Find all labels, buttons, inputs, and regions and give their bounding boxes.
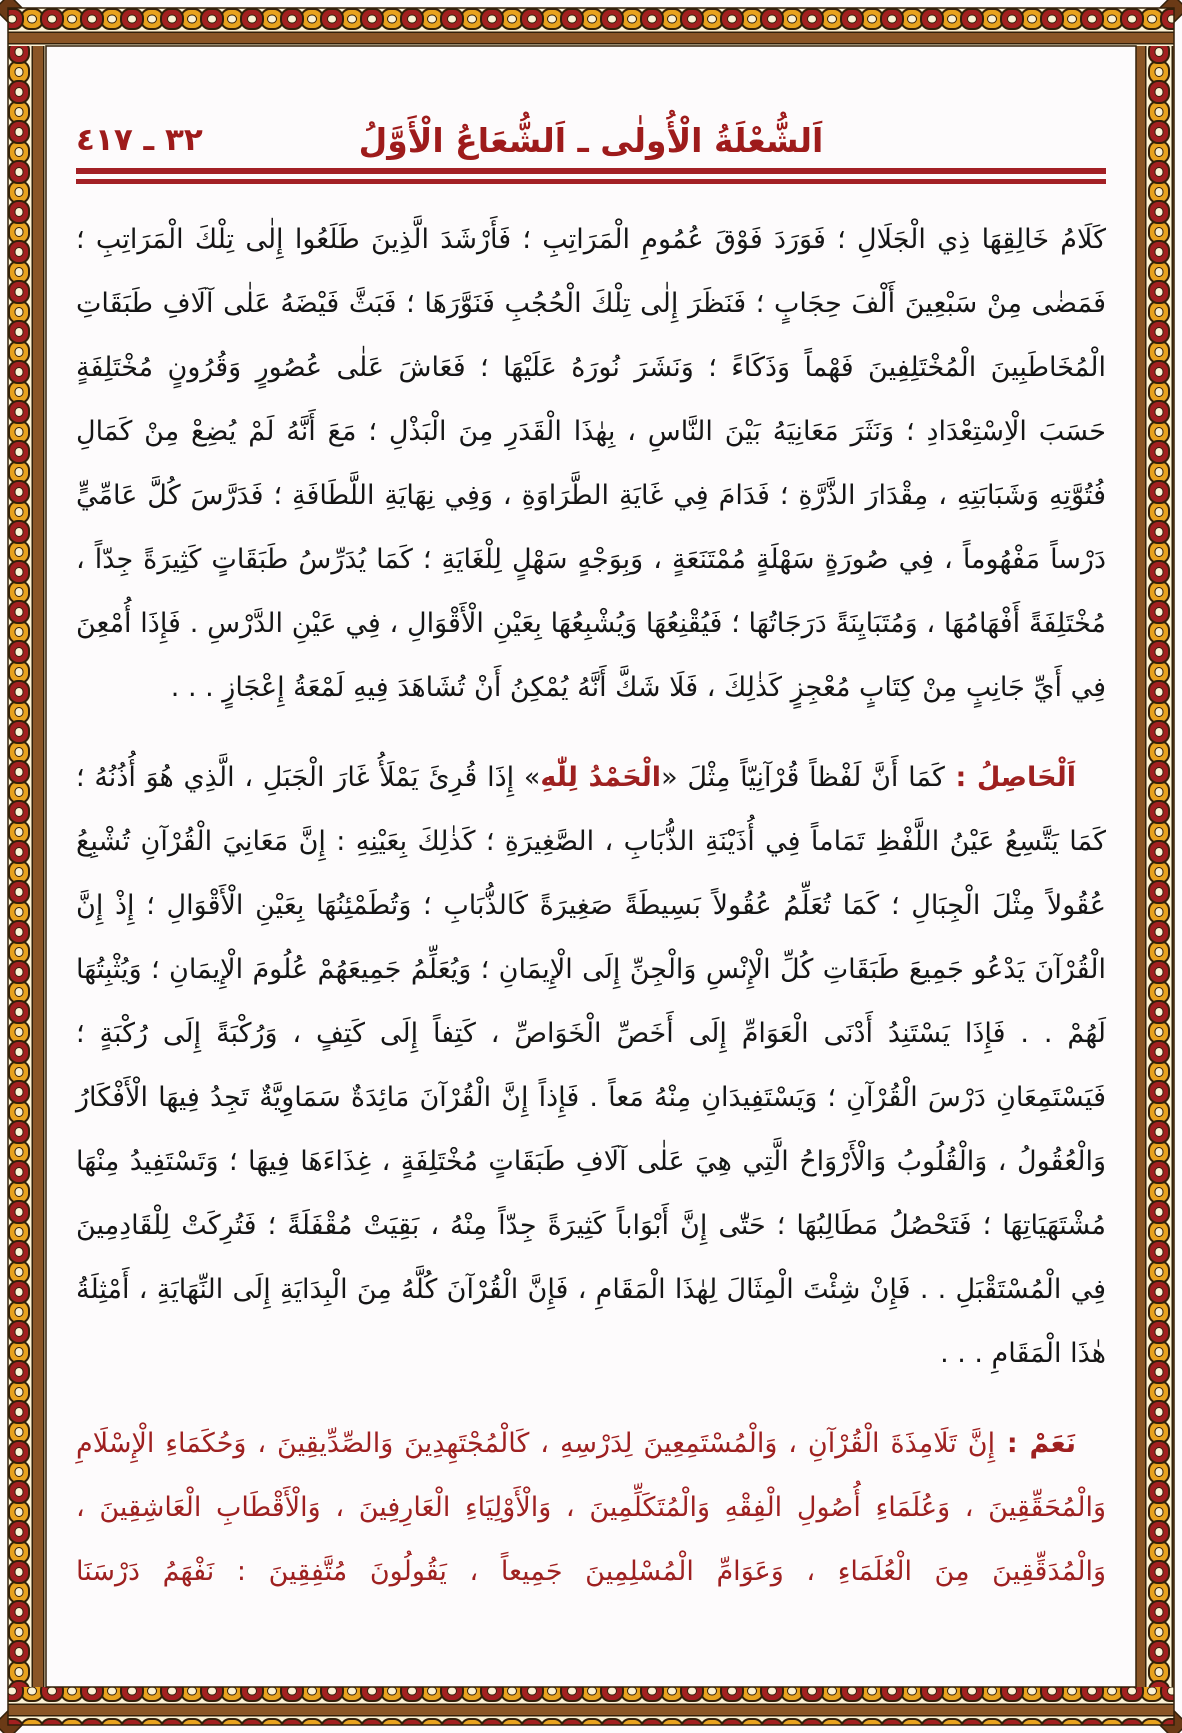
body-text bbox=[76, 208, 1106, 1604]
paragraph-3-text: إِنَّ تَلَامِذَةَ الْقُرْآنِ ، وَالْمُسْتَمِعِينَ لِدَرْسِهِ ، كَالْمُجْتَهِدِينَ وَالصِّدِّيقِينَ ، وَحُكَمَاءِ الْإِسْلَامِ وَالْمُحَقِّقِينَ ، وَعُلَمَاءِ أُصُولِ الْفِقْهِ وَالْمُتَكَلِّمِينَ ، وَالْأَوْلِيَاءِ الْعَارِفِينَ ، وَالْأَقْطَابِ الْعَاشِقِينَ ، وَالْمُدَقِّقِينَ مِنَ الْعُلَمَاءِ ، وَعَوَامِّ الْمُسْلِمِينَ جَمِيعاً ، يَقُولُونَ مُتَّفِقِينَ : نَفْهَمُ دَرْسَنَا bbox=[76, 1428, 1106, 1587]
header-divider-rule bbox=[76, 168, 1106, 184]
hamd-highlight: الْحَمْدُ لِلّٰهِ bbox=[540, 762, 662, 793]
chapter-title: اَلشُّعْلَةُ الْأُولٰى ـ اَلشُّعَاعُ الْأَوَّلُ bbox=[358, 121, 824, 160]
page-header bbox=[76, 88, 1106, 160]
paragraph-2-lead: اَلْحَاصِلُ : bbox=[944, 762, 1077, 793]
paragraph-2 bbox=[76, 746, 1106, 1386]
open-guillemet: « bbox=[661, 762, 678, 793]
close-guillemet: » bbox=[523, 762, 541, 793]
paragraph-3-lead: نَعَمْ : bbox=[995, 1428, 1077, 1459]
paragraph-2-text-after-quote: إِذَا قُرِئَ يَمْلَأُ غَارَ الْجَبَلِ ، الَّذِي هُوَ أُذُنُهُ ؛ كَمَا يَتَّسِعُ عَيْنُ اللَّفْظِ تَمَاماً فِي أُذَيْنَةِ الذُّبَابِ ، الصَّغِيرَةِ ؛ كَذٰلِكَ بِعَيْنِهِ : إِنَّ مَعَانِيَ الْقُرْآنِ تُشْبِعُ عُقُولاً مِثْلَ الْجِبَالِ ؛ كَمَا تُعَلِّمُ عُقُولاً بَسِيطَةً صَغِيرَةً كَالذُّبَابِ ؛ وَتُطَمْئِنُهَا بِعَيْنِ الْأَقْوَالِ ؛ إِذْ إِنَّ الْقُرْآنَ يَدْعُو جَمِيعَ طَبَقَاتِ كُلِّ الْإِنْسِ وَالْجِنِّ إِلَى الْإِيمَانِ ؛ وَيُعَلِّمُ جَمِيعَهُمْ عُلُومَ الْإِيمَانِ ؛ وَيُثْبِتُهَا لَهُمْ . . فَإِذَا يَسْتَنِدُ أَدْنَى الْعَوَامِّ إِلَى أَخَصِّ الْخَوَاصِّ ، كَتِفاً إِلَى كَتِفٍ ، وَرُكْبَةً إِلَى رُكْبَةٍ ؛ فَيَسْتَمِعَانِ دَرْسَ الْقُرْآنِ ؛ وَيَسْتَفِيدَانِ مِنْهُ مَعاً . فَإِذاً إِنَّ الْقُرْآنَ مَائِدَةٌ سَمَاوِيَّةٌ تَجِدُ فِيهَا الْأَفْكَارُ وَالْعُقُولُ ، وَالْقُلُوبُ وَالْأَرْوَاحُ الَّتِي هِيَ عَلٰى آلَافِ طَبَقَاتٍ مُخْتَلِفَةٍ ، غِذَاءَهَا فِيهَا ؛ وَتَسْتَفِيدُ مِنْهَا مُشْتَهَيَاتِهَا ؛ فَتَحْصُلُ مَطَالِبُهَا ؛ حَتّٰى إِنَّ أَبْوَاباً كَثِيرَةً جِدّاً مِنْهُ ، بَقِيَتْ مُقْفَلَةً ؛ فَتُرِكَتْ لِلْقَادِمِينَ فِي الْمُسْتَقْبَلِ . . فَإِنْ شِئْتَ الْمِثَالَ لِهٰذَا الْمَقَامِ ، فَإِنَّ الْقُرْآنَ كُلَّهُ مِنَ الْبِدَايَةِ إِلَى النِّهَايَةِ ، أَمْثِلَةُ هٰذَا الْمَقَامِ . . . bbox=[76, 762, 1106, 1369]
paragraph-3 bbox=[76, 1412, 1106, 1604]
page-number: ٣٢ ـ ٤١٧ bbox=[76, 122, 203, 158]
paragraph-2-text-before-quote: كَمَا أَنَّ لَفْظاً قُرْآنِيّاً مِثْلَ bbox=[677, 762, 945, 793]
paragraph-1: كَلَامُ خَالِقِهَا ذِي الْجَلَالِ ؛ فَوَرَدَ فَوْقَ عُمُومِ الْمَرَاتِبِ ؛ فَأَرْشَدَ الَّذِينَ طَلَعُوا إِلٰى تِلْكَ الْمَرَاتِبِ ؛ فَمَضٰى مِنْ سَبْعِينَ أَلْفَ حِجَابٍ ؛ فَنَظَرَ إِلٰى تِلْكَ الْحُجُبِ فَنَوَّرَهَا ؛ فَبَثَّ فَيْضَهُ عَلٰى آلَافِ طَبَقَاتِ الْمُخَاطَبِينَ الْمُخْتَلِفِينَ فَهْماً وَذَكَاءً ؛ وَنَشَرَ نُورَهُ عَلَيْهَا ؛ فَعَاشَ عَلٰى عُصُورٍ وَقُرُونٍ مُخْتَلِفَةٍ حَسَبَ الْاِسْتِعْدَادِ ؛ وَنَثَرَ مَعَانِيَهُ بَيْنَ النَّاسِ ، بِهٰذَا الْقَدَرِ مِنَ الْبَذْلِ ؛ مَعَ أَنَّهُ لَمْ يُضِعْ مِنْ كَمَالِ فُتُوَّتِهِ وَشَبَابَتِهِ ، مِقْدَارَ الذَّرَّةِ ؛ فَدَامَ فِي غَايَةِ الطَّرَاوَةِ ، وَفِي نِهَايَةِ اللَّطَافَةِ ؛ فَدَرَّسَ كُلَّ عَامِّيٍّ دَرْساً مَفْهُوماً ، فِي صُورَةٍ سَهْلَةٍ مُمْتَنَعَةٍ ، وَبِوَجْهٍ سَهْلٍ لِلْغَايَةِ ؛ كَمَا يُدَرِّسُ طَبَقَاتٍ كَثِيرَةً جِدّاً ، مُخْتَلِفَةً أَفْهَامُهَا ، وَمُتَبَايِنَةً دَرَجَاتُهَا ؛ فَيُقْنِعُهَا وَيُشْبِعُهَا بِعَيْنِ الْأَقْوَالِ ، فِي عَيْنِ الدَّرْسِ . فَإِذَا أُمْعِنَ فِي أَيِّ جَانِبٍ مِنْ كِتَابٍ مُعْجِزٍ كَذٰلِكَ ، فَلَا شَكَّ أَنَّهُ يُمْكِنُ أَنْ تُشَاهَدَ فِيهِ لَمْعَةُ إِعْجَازٍ . . . bbox=[76, 224, 1106, 703]
page-content bbox=[46, 46, 1136, 1687]
